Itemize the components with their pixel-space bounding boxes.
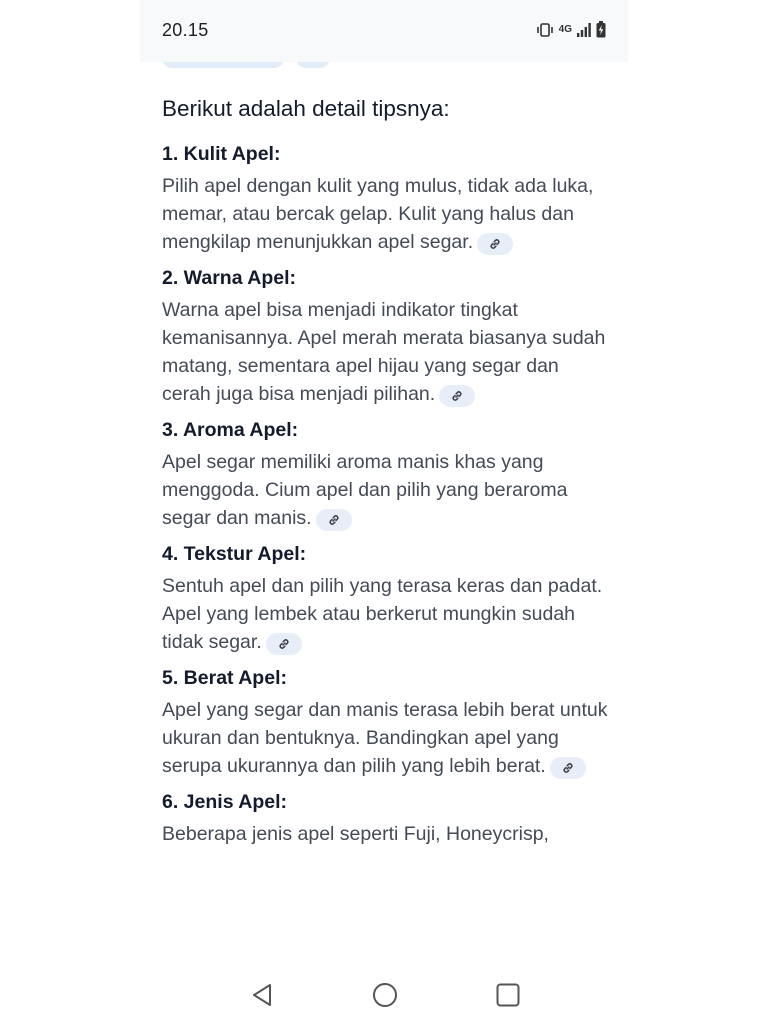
source-link-button[interactable] bbox=[316, 509, 352, 531]
status-time: 20.15 bbox=[162, 20, 209, 40]
tip-body-text: Apel segar memiliki aroma manis khas yang menggoda. Cium apel dan pilih yang beraroma segar dan manis. bbox=[162, 451, 568, 529]
tip-body bbox=[162, 296, 610, 408]
status-icons bbox=[536, 21, 606, 38]
recents-icon[interactable] bbox=[494, 981, 522, 1014]
tip-item bbox=[162, 416, 610, 532]
signal-icon bbox=[577, 23, 591, 37]
tip-title: 4. Tekstur Apel: bbox=[162, 543, 307, 565]
source-link-button[interactable] bbox=[266, 633, 302, 655]
back-icon[interactable] bbox=[248, 981, 276, 1014]
link-icon bbox=[450, 389, 464, 403]
link-icon bbox=[488, 237, 502, 251]
battery-charging-icon bbox=[596, 21, 606, 38]
tip-body-text: Sentuh apel dan pilih yang terasa keras dan padat. Apel yang lembek atau berkerut mungkin sudah tidak segar. bbox=[162, 575, 603, 653]
tip-item bbox=[162, 264, 610, 408]
tip-body bbox=[162, 572, 610, 656]
source-link-button[interactable] bbox=[439, 385, 475, 407]
tip-body-text: Warna apel bisa menjadi indikator tingkat kemanisannya. Apel merah merata biasanya sudah matang, sementara apel hijau yang segar dan cerah juga bisa menjadi pilihan. bbox=[162, 299, 606, 405]
tip-item bbox=[162, 540, 610, 656]
tip-title: 5. Berat Apel: bbox=[162, 667, 287, 689]
tip-body-text: Apel yang segar dan manis terasa lebih berat untuk ukuran dan bentuknya. Bandingkan apel yang serupa ukurannya dan pilih yang lebih berat. bbox=[162, 699, 608, 777]
tip-item bbox=[162, 664, 610, 780]
intro-heading: Berikut adalah detail tipsnya: bbox=[162, 96, 450, 121]
tip-body bbox=[162, 696, 610, 780]
phone-screen bbox=[140, 0, 628, 1024]
tip-body-text: Pilih apel dengan kulit yang mulus, tidak ada luka, memar, atau bercak gelap. Kulit yang halus dan mengkilap menunjukkan apel segar. bbox=[162, 175, 594, 253]
tip-body bbox=[162, 172, 610, 256]
link-icon bbox=[561, 761, 575, 775]
tip-item bbox=[162, 140, 610, 256]
tip-body bbox=[162, 448, 610, 532]
source-link-button[interactable] bbox=[477, 233, 513, 255]
tip-body bbox=[162, 820, 610, 848]
tip-title: 1. Kulit Apel: bbox=[162, 143, 281, 165]
navigation-bar bbox=[140, 964, 628, 1024]
status-bar bbox=[140, 0, 628, 62]
tip-body-text: Beberapa jenis apel seperti Fuji, Honeycrisp, bbox=[162, 823, 549, 845]
tip-title: 6. Jenis Apel: bbox=[162, 791, 287, 813]
link-icon bbox=[327, 513, 341, 527]
response-content bbox=[162, 92, 610, 856]
tip-title: 3. Aroma Apel: bbox=[162, 419, 299, 441]
source-link-button[interactable] bbox=[550, 757, 586, 779]
network-type-label: 4G bbox=[558, 23, 572, 35]
link-icon bbox=[277, 637, 291, 651]
tip-item bbox=[162, 788, 610, 848]
vibrate-icon bbox=[536, 23, 554, 37]
home-icon[interactable] bbox=[371, 981, 399, 1014]
tip-title: 2. Warna Apel: bbox=[162, 267, 296, 289]
